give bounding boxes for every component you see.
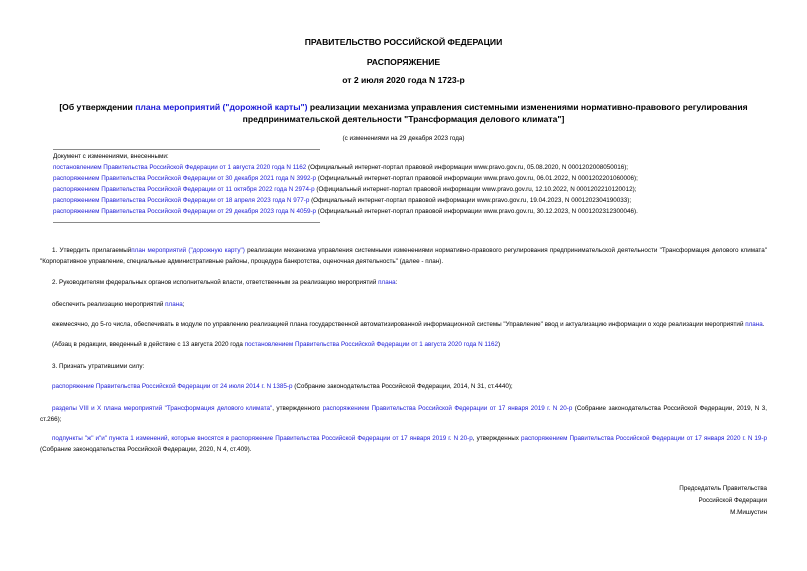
change-item [53, 195, 793, 206]
paragraph-2 [52, 277, 767, 288]
title-open: [Об утверждении [59, 102, 136, 112]
change-link[interactable]: распоряжением Правительства Российской Федерации от 30 декабря 2021 года N 3992-р [53, 175, 317, 183]
note-link[interactable]: постановлением Правительства Российской Федерации от 1 августа 2020 года N 1162 [244, 341, 498, 348]
p1-rest: реализации механизма управления системными изменениями нормативно-правового регулирования предпринимательской деятельности "Трансформация делового климата" "Корпоративное управление, специальные административные районы, процедура банкротства, оценочная деятельность" (далее - план). [40, 247, 767, 265]
changes-intro: Документ с изменениями, внесенными: [53, 153, 169, 160]
divider-bottom [53, 222, 320, 223]
change-source: (Официальный интернет-портал правовой информации www.pravo.gov.ru, 06.01.2022, N 0001202201060006); [316, 175, 638, 183]
p7-link-2[interactable]: распоряжением Правительства Российской Федерации от 17 января 2019 г. N 20-р [322, 405, 573, 412]
document-type: РАСПОРЯЖЕНИЕ [366, 57, 441, 67]
p6-rest: (Собрание законодательства Российской Федерации, 2014, N 31, ст.4440); [292, 383, 513, 390]
change-link[interactable]: распоряжением Правительства Российской Федерации от 29 декабря 2023 года N 4059-р [53, 208, 317, 216]
paragraph-4 [40, 319, 767, 330]
change-item [53, 184, 793, 195]
note-text: (Абзац в редакции, введенный в действие с 13 августа 2020 года [52, 341, 245, 348]
p8-rest: (Собрание законодательства Российской Федерации, 2020, N 4, ст.409). [40, 446, 252, 453]
p3-plan-link[interactable]: плана [165, 301, 183, 308]
p8-link-1[interactable]: подпункты "ж" и"и" пункта 1 изменений, которые вносятся в распоряжение Правительства Российской Федерации от 17 января 2019 г. N 20-р [52, 435, 473, 442]
title-rest: реализации механизма управления системными изменениями нормативно-правового регулирования [307, 102, 748, 112]
title-plan-link[interactable]: плана мероприятий ("дорожной карты") [135, 102, 308, 112]
signature-block [679, 483, 767, 519]
p8-link-2[interactable]: распоряжением Правительства Российской Федерации от 17 января 2020 г. N 19-р [520, 435, 768, 442]
p6-link[interactable]: распоряжение Правительства Российской Федерации от 24 июля 2014 г. N 1385-р [52, 383, 293, 390]
p2-post: : [395, 279, 398, 286]
p4-plan-link[interactable]: плана [745, 321, 763, 328]
signature-country: Российской Федерации [698, 497, 767, 504]
change-item [53, 206, 793, 217]
change-item [53, 162, 793, 173]
change-item [53, 173, 793, 184]
change-source: (Официальный интернет-портал правовой информации www.pravo.gov.ru, 05.08.2020, N 0001202008050016); [306, 164, 629, 172]
changes-note: (с изменениями на 29 декабря 2023 года) [342, 135, 465, 142]
change-source: (Официальный интернет-портал правовой информации www.pravo.gov.ru, 19.04.2023, N 0001202304190033); [309, 197, 632, 205]
changes-list [53, 151, 793, 218]
change-link[interactable]: постановлением Правительства Российской Федерации от 1 августа 2020 года N 1162 [53, 164, 307, 172]
p4-text: ежемесячно, до 5-го числа, обеспечивать в модуле по управлению реализацией плана государственной автоматизированной информационной системы "Управление" ввод и актуализацию информации о ходе реализации мероприятий [52, 321, 746, 328]
change-link[interactable]: распоряжением Правительства Российской Федерации от 11 октября 2022 года N 2974-р [53, 186, 315, 194]
p7-mid: , утвержденного [272, 405, 323, 412]
change-source: (Официальный интернет-портал правовой информации www.pravo.gov.ru, 30.12.2023, N 0001202312300046). [316, 208, 638, 216]
paragraph-4-note [52, 339, 767, 350]
title-line2: предпринимательской деятельности "Трансформация делового климата"] [242, 114, 565, 124]
paragraph-5: 3. Признать утратившими силу: [52, 363, 145, 370]
paragraph-8 [40, 433, 767, 455]
p4-post: . [762, 321, 765, 328]
signature-name: М.Мишустин [730, 509, 767, 516]
note-post: ) [497, 341, 501, 348]
paragraph-3 [52, 299, 767, 310]
change-source: (Официальный интернет-портал правовой информации www.pravo.gov.ru, 12.10.2022, N 0001202210120012); [314, 186, 637, 194]
p3-post: ; [182, 301, 185, 308]
p3-text: обеспечить реализацию мероприятий [52, 301, 166, 308]
p7-link-1[interactable]: разделы VIII и X плана мероприятий "Трансформация делового климата" [52, 405, 273, 412]
signature-title: Председатель Правительства [679, 485, 767, 492]
paragraph-1 [40, 245, 767, 267]
p2-text: 2. Руководителям федеральных органов исполнительной власти, ответственным за реализацию мероприятий [52, 279, 379, 286]
document-title [20, 101, 787, 125]
p2-plan-link[interactable]: плана [378, 279, 396, 286]
paragraph-7 [40, 403, 767, 425]
change-link[interactable]: распоряжением Правительства Российской Федерации от 18 апреля 2023 года N 977-р [53, 197, 310, 205]
government-heading: ПРАВИТЕЛЬСТВО РОССИЙСКОЙ ФЕДЕРАЦИИ [304, 37, 503, 47]
p1-text: 1. Утвердить прилагаемый [52, 247, 132, 254]
p8-mid: , утвержденных [472, 435, 521, 442]
divider-top [53, 149, 320, 150]
document-date: от 2 июля 2020 года N 1723-р [342, 75, 465, 85]
p1-plan-link[interactable]: план мероприятий ("дорожную карту") [131, 247, 245, 254]
p7-rest: (Собрание законодательства Российской Федерации, 2019, N 3, ст.266); [40, 405, 767, 423]
paragraph-6 [52, 381, 767, 392]
